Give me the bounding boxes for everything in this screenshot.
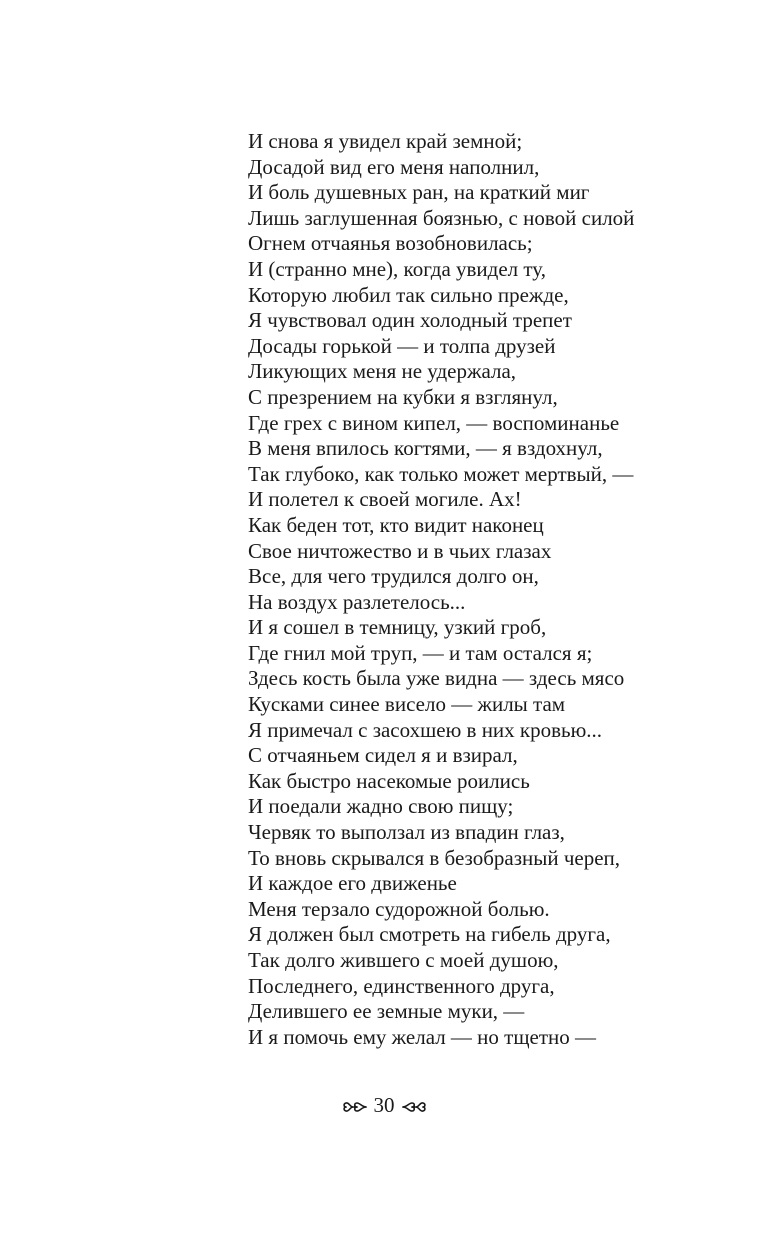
poem-line: Как беден тот, кто видит наконец: [248, 512, 544, 537]
poem-line: Свое ничтожество и в чьих глазах: [248, 538, 552, 563]
poem-line: Лишь заглушенная боязнью, с новой силой: [248, 205, 635, 230]
poem-line: И я сошел в темницу, узкий гроб,: [248, 615, 547, 640]
poem-line: И (странно мне), когда увидел ту,: [248, 256, 546, 281]
poem-text: [248, 129, 634, 1050]
poem-line: И полетел к своей могиле. Ах!: [248, 487, 522, 512]
poem-line: И боль душевных ран, на краткий миг: [248, 180, 590, 205]
poem-line: В меня впилось когтями, — я вздохнул,: [248, 436, 603, 461]
poem-line: Так долго жившего с моей душою,: [248, 948, 559, 972]
poem-line: Делившего ее земные муки, —: [248, 999, 525, 1024]
poem-line: Досады горькой — и толпа друзей: [248, 333, 556, 358]
poem-line: И каждое его движенье: [248, 871, 457, 896]
poem-line: Я примечал с засохшею в них кровью...: [248, 717, 603, 742]
poem-line: То вновь скрывался в безобразный череп,: [248, 845, 621, 870]
poem-line: Которую любил так сильно прежде,: [248, 282, 569, 307]
poem-line: Ликующих меня не удержала,: [248, 359, 517, 384]
poem-line: И я помочь ему желал — но тщетно —: [248, 1024, 596, 1049]
poem-line: Я должен был смотреть на гибель друга,: [248, 922, 611, 947]
poem-line: На воздух разлетелось...: [248, 589, 466, 614]
poem-line: Все, для чего трудился долго он,: [248, 564, 539, 589]
page-footer: [0, 1090, 768, 1118]
poem-line: Где грех с вином кипел, — воспоминанье: [248, 410, 620, 435]
poem-line: С презрением на кубки я взглянул,: [248, 384, 558, 409]
fleuron-left-icon: [342, 1095, 368, 1111]
poem-line: Последнего, единственного друга,: [248, 973, 555, 998]
poem-line: Как быстро насекомые роились: [248, 768, 530, 793]
poem-line: Меня терзало судорожной болью.: [248, 896, 550, 921]
poem-line: И снова я увидел край земной;: [248, 129, 523, 153]
poem-line: Здесь кость была уже видна — здесь мясо: [248, 666, 625, 691]
poem-line: С отчаяньем сидел я и взирал,: [248, 743, 518, 768]
poem-line: Так глубоко, как только может мертвый, —: [248, 461, 634, 486]
fleuron-right-icon: [401, 1095, 427, 1111]
poem-line: Огнем отчаянья возобновилась;: [248, 231, 533, 256]
poem-line: Где гнил мой труп, — и там остался я;: [248, 640, 593, 665]
poem-line: Червяк то выползал из впадин глаз,: [248, 820, 565, 845]
poem-line: Я чувствовал один холодный трепет: [248, 308, 572, 333]
poem-line: Досадой вид его меня наполнил,: [248, 154, 540, 179]
poem-line: Кусками синее висело — жилы там: [248, 692, 566, 717]
poem-line: И поедали жадно свою пищу;: [248, 794, 514, 819]
page-number: 30: [373, 1093, 395, 1118]
